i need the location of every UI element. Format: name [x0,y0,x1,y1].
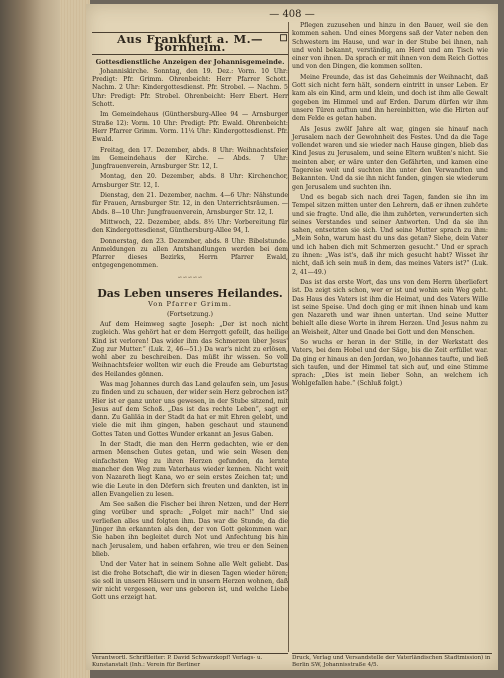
newspaper-page [86,4,498,670]
article-paragraph: Meine Freunde, das ist das Geheimnis der Weihnacht, daß Gott sich nicht fern hält, sondern eintritt in unser Leben. Er kam als ein Kind, arm und klein, und doch ist ihm alle Gewalt gegeben im Himmel und auf Erden. Darum dürfen wir ihm unsere Türen auftun und ihn hereinbitten, wie die Hirten auf dem Felde es getan haben. [292,73,488,123]
page-number: — 408 — [269,9,315,20]
article-title: Das Leben unseres Heilandes. [97,287,283,301]
announcement-paragraph: Montag, den 20. Dezember, abds. 8 Uhr: Kirchenchor, Arnsburger Str. 12, I. [92,173,288,189]
article-paragraph: Pflegen zuzusehen und hinzu in den Bauer, weil sie den kommen sahen. Und eines Morgens saß der Vater neben den Schwestern im Hause, und war in der Stube bei ihnen, nah und wohl bekannt, verständig, am Herd und am Tisch wie einer von ihnen. Da sprach er mit ihnen von dem Reich Gottes und von den Dingen, die kommen sollten. [292,22,489,71]
column-rule [288,22,289,652]
ornament-icon: ☐ [279,34,288,44]
right-column [292,22,488,391]
headline-text: Aus Frankfurt a. M.—Bornheim. [117,32,263,55]
article-paragraph: Und es begab sich nach drei Tagen, fanden sie ihn im Tempel sitzen mitten unter den Lehrern, daß er ihnen zuhörte und sie fragte. Und alle, die ihm zuhörten, verwunderten sich seines Verstandes und seiner Antworten. Und da sie ihn sahen, entsetzten sie sich. Und seine Mutter sprach zu ihm: „Mein Sohn, warum hast du uns das getan? Siehe, dein Vater und ich haben dich mit Schmerzen gesucht.“ Und er sprach zu ihnen: „Was ist's, daß ihr mich gesucht habt? Wisset ihr nicht, daß ich sein muß in dem, das meines Vaters ist?“ (Luk. 2, 41—49.) [292,193,488,276]
article-paragraph: Als Jesus zwölf Jahre alt war, gingen sie hinauf nach Jerusalem nach der Gewohnheit des Festes. Und da die Tage vollendet waren und sie wieder nach Hause gingen, blieb das Kind Jesus zu Jerusalem, und seine Eltern wußten's nicht. Sie meinten aber, er wäre unter den Gefährten, und kamen eine Tagereise weit und suchten ihn unter den Verwandten und Bekannten. Und da sie ihn nicht fanden, gingen sie wiederum gen Jerusalem und suchten ihn. [292,125,488,191]
divider: ∽∽∽∽∽ [177,273,203,281]
article-author: Von Pfarrer Grimm. [148,300,232,309]
article-paragraph: Am See saßen die Fischer bei ihren Netzen, und der Herr ging vorüber und sprach: „Folget mir nach!“ Und sie verließen alles und folgten ihm. Das war die Stunde, da die Jünger ihn erkannten als den, der von Gott gekommen war. Sie haben ihn begleitet durch Not und Anfechtung bis hin nach Jerusalem, und haben erfahren, wie treu er den Seinen blieb. [92,501,288,558]
article-paragraph: Das ist das erste Wort, das uns von dem Herrn überliefert ist. Da zeigt sich schon, wer er ist und wohin sein Weg geht. Das Haus des Vaters ist ihm die Heimat, und des Vaters Wille ist seine Speise. Und doch ging er mit ihnen hinab und kam gen Nazareth und war ihnen untertan. Und seine Mutter behielt alle diese Worte in ihrem Herzen. Und Jesus nahm zu an Weisheit, Alter und Gnade bei Gott und den Menschen. [292,278,488,336]
announcement-paragraph: Donnerstag, den 23. Dezember, abds. 8 Uhr: Bibelstunde. Anmeldungen zu allen Amtshandlungen werden bei dem Pfarrer dieses Bezirks, Herrn Pfarrer Ewald, entgegengenommen. [92,237,288,270]
announcements-subhead: Gottesdienstliche Anzeigen der Johannisgemeinde. [95,57,285,66]
imprint-left: Verantwortl. Schriftleiter: P. David Schwarzkopf! Verlags- u. Kunstanstalt (Inh.: Verein für Berliner [92,653,288,669]
book-binding [0,0,60,678]
article-paragraph: Auf dem Heimweg sagte Joseph: „Der ist noch nicht zugleich. Was gehört hat er dem Herrgott gefeilt, das heilige Kind ist verloren! Das wider ihm das Schmerzen über Jesus' Zug zur Mutter.“ (Luk. 2, 46—51.) Da war's nicht zu erlösen, wohl aber zu beschreiben. Das müßt ihr wissen. So voll Weihnachtsfeier wollten wir euch die Freude am Geburtstag des Heilandes gönnen. [92,320,288,378]
imprint-right: Druck, Verlag und Versandstelle der Vaterländischen Stadtmission) in Berlin SW, Johannisstraße 4/5. [292,655,491,668]
announcement-paragraph: Mittwoch, 22. Dezember, abds. 8½ Uhr: Vorbereitung für den Kindergottesdienst, Günthersburg-Allee 94, I. [92,218,288,235]
article-paragraph: Was mag Johannes durch das Land gelaufen sein, um Jesus zu finden und zu schauen, der wider sein Herz gebrochen ist? Hier ist er ganz unter uns gewesen, in der Stube sitzend, mit Jesus auf dem Schoß. „Das ist das rechte Leben“, sagt er dann. Zu Galiläa in der Stadt da hat er mit Ehren gelebt, und viele die mit ihm gingen, haben geschaut und staunend Gottes Taten und Gottes Wunder erkannt an Jesus Gaben. [92,380,288,438]
announcement-paragraph: Dienstag, den 21. Dezember, nachm. 4—6 Uhr: Nähstunde für Frauen, Arnsburger Str. 12, in den Unterrichtsräumen. — Abds. 8—10 Uhr: Jungfrauenverein, Arnsburger Str. 12, I. [92,192,288,216]
article-paragraph: So wuchs er heran in der Stille, in der Werkstatt des Vaters, bei dem Hobel und der Säge, bis die Zeit erfüllet war. Da ging er hinaus an den Jordan, wo Johannes taufte, und ließ sich taufen, und der Himmel tat sich auf, und eine Stimme sprach: „Dies ist mein lieber Sohn, an welchem ich Wohlgefallen habe.“ (Schluß folgt.) [292,338,488,388]
left-column [92,22,288,605]
article-paragraph: Und der Vater hat in seinem Sohne alle Welt geliebt. Das ist die frohe Botschaft, die wir in diesen Tagen wieder hören; sie soll in unsern Häusern und in unsern Herzen wohnen, daß wir nicht vergessen, wer uns geboren ist, und welche Liebe Gott uns erzeigt hat. [92,561,288,602]
announcement-paragraph: Freitag, den 17. Dezember, abds. 8 Uhr: Weihnachtsfeier im Gemeindehaus der Kirche. — Abds. 7 Uhr: Jungfrauenverein, Arnsburger Str. 12, I. [92,146,288,171]
announcement-paragraph: Im Gemeindehaus (Günthersburg-Allee 94 — Arnsburger Straße 12): Vorm. 10 Uhr: Predigt: Pfr. Ewald. Ohrenbeicht: Herr Pfarrer Grimm. Vorm. 11¼ Uhr: Kindergottesdienst. Pfr. Ewald. [92,111,288,144]
announcement-paragraph: Johanniskirche. Sonntag, den 19. Dez.: Vorm. 10 Uhr: Predigt: Pfr. Grimm. Ohrenbeicht: Herr Pfarrer Schott. Nachm. 2 Uhr: Kindergottesdienst. Pfr. Strobel. — Nachm. 5 Uhr: Predigt: Pfr. Strobel. Ohrenbeicht: Herr Ebert. Herr Schott. [92,67,288,109]
continuation-note: (Fortsetzung.) [167,309,213,318]
article-paragraph: In der Stadt, die man den Herrn gedachten, wie er den armen Menschen Gutes getan, und wie sein Wesen den einfachsten Weg zu ihren Herzen gefunden, da lernte mancher den Weg zum Vaterhaus wieder kennen. Nicht weit von Nazareth liegt Kana, wo er sein erstes Zeichen tat; und wie die Leute in den Dörfern sich freuten und dankten, ist in allen Evangelien zu lesen. [92,441,288,498]
section-headline [92,32,288,55]
